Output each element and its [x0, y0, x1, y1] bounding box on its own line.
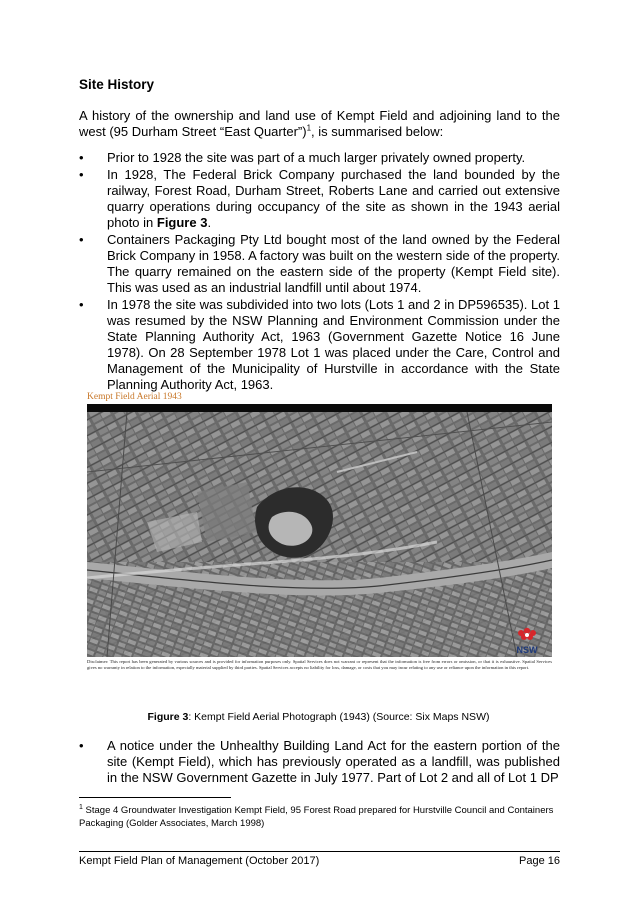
list-item-text: In 1928, The Federal Brick Company purchased the land bounded by the railway, Forest Road, Durham Street, Roberts Lane and carried out extensive quarry operations during occupancy of the site as shown in the 1943 aerial photo in — [107, 167, 560, 230]
intro-paragraph — [79, 108, 560, 140]
nsw-logo-text: NSW — [516, 645, 538, 655]
list-item — [79, 150, 560, 166]
figure-reference: Figure 3 — [156, 215, 208, 230]
bullet-marker: • — [79, 232, 84, 247]
footer-document-title: Kempt Field Plan of Management (October 2017) — [79, 855, 320, 867]
figure-title: Kempt Field Aerial 1943 — [87, 392, 182, 402]
footnote-divider — [79, 797, 231, 798]
list-item — [79, 232, 560, 296]
bullet-marker: • — [79, 738, 84, 753]
footnote-number: 1 — [79, 804, 83, 811]
list-item-text: A notice under the Unhealthy Building Land Act for the eastern portion of the site (Kempt Field), which has previously operated as a landfill, was published in the NSW Government Gazette in July 1977. Part of Lot 2 and all of Lot 1 DP — [107, 738, 560, 785]
list-item-text: Prior to 1928 the site was part of a much larger privately owned property. — [107, 150, 526, 165]
figure-header-bar — [87, 404, 552, 412]
intro-text: A history of the ownership and land use of Kempt Field and adjoining land to the west (95 Durham Street “East Quarter”) — [79, 108, 560, 139]
figure-caption — [0, 711, 637, 723]
intro-text-end: , is summarised below: — [311, 124, 444, 139]
figure-caption-text: : Kempt Field Aerial Photograph (1943) (Source: Six Maps NSW) — [188, 711, 490, 723]
continued-bullet-list — [79, 738, 560, 786]
figure-disclaimer: Disclaimer: This report has been generated by various sources and is provided for information purposes only. Spatial Services does not warrant or represent that the information is free from errors or omission, or that it is exhaustive. Spatial Services gives no warranty in relation to the information, especially material supplied by third parties. Spatial Services accepts no liability for loss, damage, or costs that you may incur relating to any use or reliance upon the information in this report. — [87, 659, 552, 670]
footnote — [79, 801, 560, 830]
aerial-figure — [87, 392, 552, 688]
bullet-marker: • — [79, 150, 84, 165]
section-heading: Site History — [79, 77, 155, 92]
aerial-photograph — [87, 412, 552, 657]
nsw-government-logo-icon — [510, 622, 544, 656]
list-item-text-end: . — [207, 215, 212, 230]
footnote-text: Stage 4 Groundwater Investigation Kempt Field, 95 Forest Road prepared for Hurstville Council and Containers Packaging (Golder Associates, March 1998) — [79, 805, 554, 830]
list-item — [79, 167, 560, 231]
bullet-marker: • — [79, 297, 84, 312]
list-item-text: Containers Packaging Pty Ltd bought most of the land owned by the Federal Brick Company in 1958. A factory was built on the western side of the property. The quarry remained on the eastern side of the property (Kempt Field site). This was used as an industrial landfill until about 1974. — [107, 232, 560, 295]
history-bullet-list — [79, 150, 560, 394]
footer-page-number: Page 16 — [519, 855, 560, 867]
aerial-photo-image — [87, 412, 552, 657]
list-item-text: In 1978 the site was subdivided into two lots (Lots 1 and 2 in DP596535). Lot 1 was resumed by the NSW Planning and Environment Commission under the State Planning Authority Act, 1963 (Government Gazette Notice 16 June 1978). On 28 September 1978 Lot 1 was placed under the Care, Control and Management of the Municipality of Hurstville in accordance with the State Planning Authority Act, 1963. — [107, 297, 560, 392]
footnote-reference[interactable]: 1 — [306, 123, 312, 133]
list-item — [79, 738, 560, 786]
figure-caption-label: Figure 3 — [147, 711, 189, 723]
list-item — [79, 297, 560, 393]
footer-divider — [79, 851, 560, 852]
bullet-marker: • — [79, 167, 84, 182]
